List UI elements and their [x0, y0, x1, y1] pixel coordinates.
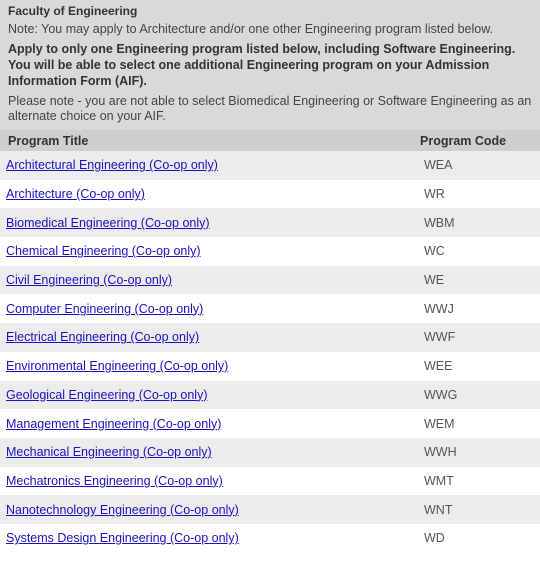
program-code-cell: WWF	[424, 330, 456, 345]
program-code-cell: WWH	[424, 445, 457, 460]
program-code-cell: WWJ	[424, 301, 454, 316]
program-link[interactable]: Electrical Engineering (Co-op only)	[6, 330, 200, 345]
program-table	[0, 151, 540, 553]
program-link[interactable]: Environmental Engineering (Co-op only)	[6, 359, 229, 374]
program-code-cell: WE	[424, 273, 445, 288]
program-code-cell: WEA	[424, 158, 453, 173]
table-row	[0, 467, 540, 496]
program-title-cell	[0, 417, 412, 431]
program-link[interactable]: Chemical Engineering (Co-op only)	[6, 244, 201, 259]
program-title-cell	[0, 330, 412, 344]
program-title-cell	[0, 273, 412, 287]
program-title-cell	[0, 216, 412, 230]
program-link[interactable]: Management Engineering (Co-op only)	[6, 416, 222, 431]
architecture-note: Note: You may apply to Architecture and/or one other Engineering program listed below.	[8, 22, 494, 36]
program-code-cell: WBM	[424, 215, 455, 230]
program-code-cell: WEE	[424, 359, 453, 374]
program-title-cell	[0, 474, 412, 488]
table-row	[0, 495, 540, 524]
program-code-cell: WNT	[424, 502, 453, 517]
program-title-cell	[0, 359, 412, 373]
program-code-cell: WWG	[424, 387, 458, 402]
table-row	[0, 524, 540, 553]
table-row	[0, 266, 540, 295]
program-title-cell	[0, 445, 412, 459]
program-code-cell: WC	[424, 244, 445, 259]
alternate-choice-note: Please note - you are not able to select Biomedical Engineering or Software Engineering as an alternate choice on your AIF.	[8, 94, 532, 123]
program-link[interactable]: Mechanical Engineering (Co-op only)	[6, 445, 212, 460]
program-link[interactable]: Computer Engineering (Co-op only)	[6, 301, 204, 316]
program-link[interactable]: Nanotechnology Engineering (Co-op only)	[6, 502, 239, 517]
program-code-cell: WEM	[424, 416, 455, 431]
table-row	[0, 151, 540, 180]
table-row	[0, 438, 540, 467]
program-link[interactable]: Mechatronics Engineering (Co-op only)	[6, 473, 223, 488]
table-row	[0, 381, 540, 410]
program-title-cell	[0, 187, 412, 201]
table-row	[0, 352, 540, 381]
program-title-cell	[0, 158, 412, 172]
program-link[interactable]: Geological Engineering (Co-op only)	[6, 387, 208, 402]
program-title-cell	[0, 503, 412, 517]
application-rule-note: Apply to only one Engineering program listed below, including Software Engineering. You will be able to select one additional Engineering program on your Admission Information Form (AIF).	[8, 42, 516, 88]
program-link[interactable]: Architecture (Co-op only)	[6, 187, 145, 202]
faculty-title: Faculty of Engineering	[8, 4, 138, 18]
table-row	[0, 180, 540, 209]
table-row	[0, 237, 540, 266]
column-header-code: Program Code	[420, 133, 507, 148]
program-link[interactable]: Architectural Engineering (Co-op only)	[6, 158, 218, 173]
program-title-cell	[0, 388, 412, 402]
program-code-cell: WR	[424, 187, 445, 202]
program-code-cell: WD	[424, 531, 445, 546]
program-code-cell: WMT	[424, 473, 454, 488]
table-row	[0, 323, 540, 352]
program-link[interactable]: Biomedical Engineering (Co-op only)	[6, 215, 210, 230]
faculty-header	[0, 0, 540, 130]
table-row	[0, 208, 540, 237]
program-link[interactable]: Systems Design Engineering (Co-op only)	[6, 531, 239, 546]
program-title-cell	[0, 531, 412, 545]
column-header-title: Program Title	[8, 133, 89, 148]
program-title-cell	[0, 244, 412, 258]
program-title-cell	[0, 302, 412, 316]
table-row	[0, 294, 540, 323]
program-link[interactable]: Civil Engineering (Co-op only)	[6, 273, 173, 288]
table-header	[0, 130, 540, 151]
table-row	[0, 409, 540, 438]
